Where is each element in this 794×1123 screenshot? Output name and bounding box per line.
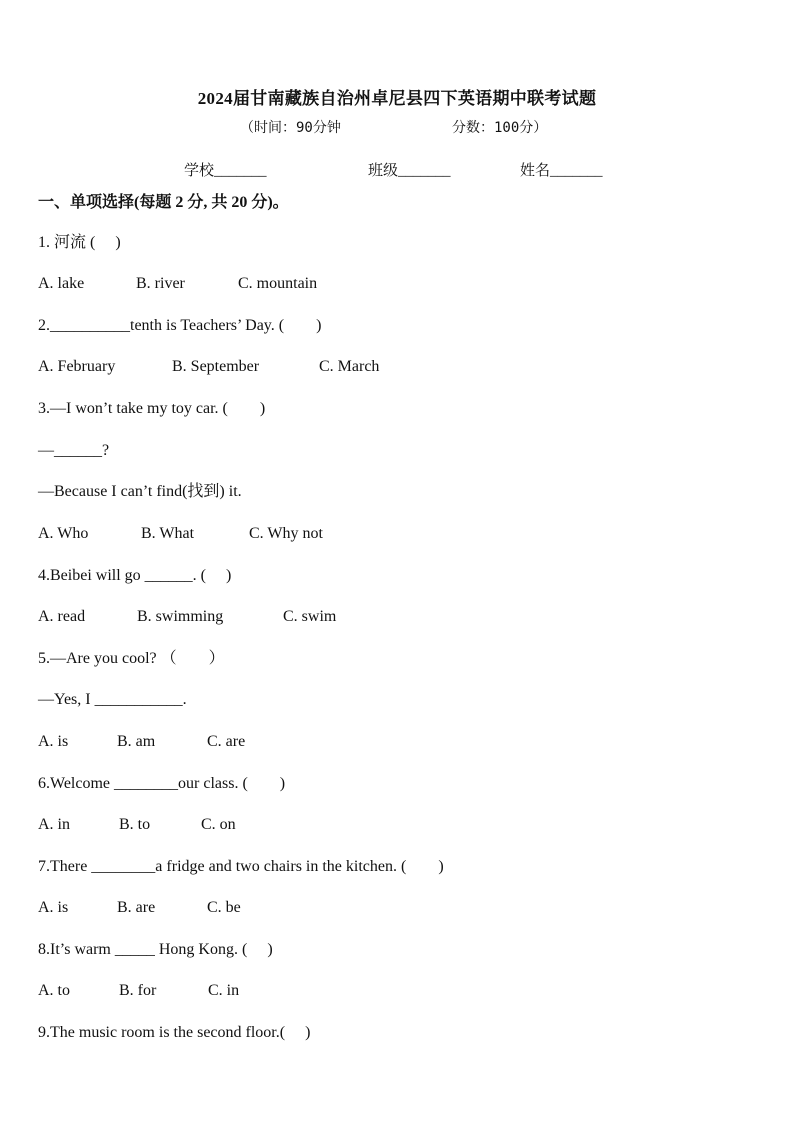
question-stem: 9.The music room is the second floor.( ) xyxy=(38,1024,311,1041)
option-c[interactable]: C. March xyxy=(319,358,380,375)
question-stem: 7.There ________a fridge and two chairs in the kitchen. ( ) xyxy=(38,858,444,875)
option-b[interactable]: B. river xyxy=(136,275,185,292)
option-c[interactable]: C. in xyxy=(208,982,240,999)
exam-score: 分数：100分） xyxy=(452,120,548,136)
option-a[interactable]: A. to xyxy=(38,982,70,999)
question-stem: 6.Welcome ________our class. ( ) xyxy=(38,775,286,792)
dialogue-line: —Yes, I ___________. xyxy=(38,691,187,708)
option-b[interactable]: B. to xyxy=(119,816,151,833)
option-a[interactable]: A. is xyxy=(38,899,69,916)
option-a[interactable]: A. February xyxy=(38,358,116,375)
name-field[interactable]: 姓名_______ xyxy=(520,163,603,179)
page-title: 2024届甘南藏族自治州卓尼县四下英语期中联考试题 xyxy=(197,89,597,108)
question-stem: 5.—Are you cool? （ ） xyxy=(38,650,225,667)
option-b[interactable]: B. swimming xyxy=(137,608,224,625)
question-stem: 1. 河流 ( ) xyxy=(38,234,121,251)
question-stem: 3.—I won’t take my toy car. ( ) xyxy=(38,400,266,417)
option-c[interactable]: C. be xyxy=(207,899,241,916)
school-field[interactable]: 学校_______ xyxy=(184,163,267,179)
option-c[interactable]: C. swim xyxy=(283,608,337,625)
class-field[interactable]: 班级_______ xyxy=(368,163,451,179)
option-c[interactable]: C. Why not xyxy=(249,525,323,542)
option-a[interactable]: A. lake xyxy=(38,275,85,292)
option-a[interactable]: A. read xyxy=(38,608,86,625)
option-b[interactable]: B. September xyxy=(172,358,260,375)
question-stem: 2.__________tenth is Teachers’ Day. ( ) xyxy=(38,317,322,334)
section-title: 一、单项选择(每题 2 分, 共 20 分)。 xyxy=(38,194,289,211)
question-stem: 4.Beibei will go ______. ( ) xyxy=(38,567,232,584)
option-b[interactable]: B. What xyxy=(141,525,195,542)
option-b[interactable]: B. am xyxy=(117,733,156,750)
question-stem: 8.It’s warm _____ Hong Kong. ( ) xyxy=(38,941,273,958)
option-a[interactable]: A. Who xyxy=(38,525,89,542)
exam-time: （时间：90分钟 xyxy=(240,120,341,136)
option-b[interactable]: B. are xyxy=(117,899,156,916)
option-b[interactable]: B. for xyxy=(119,982,157,999)
option-c[interactable]: C. on xyxy=(201,816,236,833)
dialogue-line: —Because I can’t find(找到) it. xyxy=(38,483,242,500)
option-c[interactable]: C. are xyxy=(207,733,246,750)
option-c[interactable]: C. mountain xyxy=(238,275,318,292)
dialogue-line: —______? xyxy=(38,442,110,459)
option-a[interactable]: A. is xyxy=(38,733,69,750)
option-a[interactable]: A. in xyxy=(38,816,70,833)
